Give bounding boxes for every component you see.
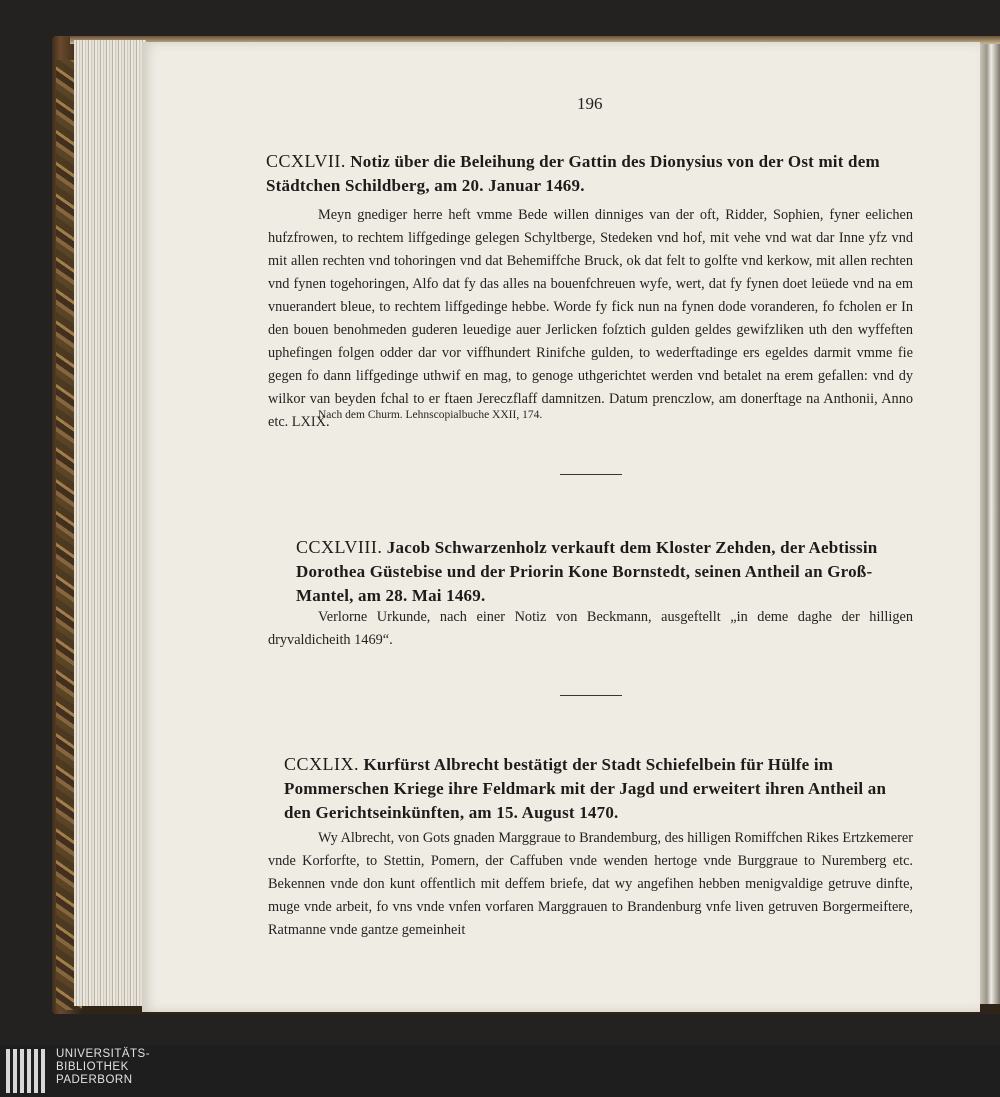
section-title: Kurfürst Albrecht bestätigt der Stadt Schiefelbein für Hülfe im Pommerschen Kriege ihre Feldmark mit der Jagd und erweitert ihren Antheil an den Gerichtseinkünften, am 15. August 1470. — [284, 755, 887, 822]
library-name-line3: PADERBORN — [56, 1074, 133, 1086]
section-number: CCXLVII. — [266, 151, 346, 171]
library-name-line2: BIBLIOTHEK — [56, 1061, 129, 1073]
library-name-line1: UNIVERSITÄTS- — [56, 1048, 151, 1060]
section-text: Verlorne Urkunde, nach einer Notiz von Beckmann, ausgeftellt „in deme daghe der hilligen dryvaldicheith 1469“. — [268, 609, 913, 648]
page-right-edge — [978, 44, 1000, 1004]
page-stack — [74, 40, 146, 1006]
library-name — [56, 1048, 150, 1087]
section-body-2 — [268, 606, 913, 652]
section-text: Wy Albrecht, von Gots gnaden Marggraue to Brandemburg, des hilligen Romiffchen Rikes Ertzkemerer vnde Korforfte, to Stettin, Pomern, der Caffuben vnde wenden hertoge vnde Burggraue to Nuremberg etc. Bekennen vnde don kunt offentlich mit deffem briefe, dat wy angefihen hebben menigvaldige getruve dinfte, muge vnde arbeit, fo vns vnde vnfen vorfaren Marggrauen to Brandenburg vnfe liven getruven Borgermeiftere, Ratmanne vnde gantze gemeinheit — [268, 830, 913, 938]
section-divider — [560, 695, 622, 696]
section-title: Notiz über die Beleihung der Gattin des Dionysius von der Ost mit dem Städtchen Schildberg, am 20. Januar 1469. — [266, 152, 880, 195]
section-number: CCXLIX. — [284, 754, 359, 774]
section-divider — [560, 474, 622, 475]
section-heading-3 — [284, 752, 904, 825]
section-text: Meyn gnediger herre heft vmme Bede willen dinniges van der oft, Ridder, Sophien, fyner eelichen hufzfrowen, to rechtem liffgedinge gelegen Schyltberge, Stedeken vnd hof, mit vehe vnd wat dar Inne yfz vnd mit allen rechten vnd tohoringen vnd dat Behemiffche Bruck, ok dat felt to golfte vnd kerkow, mit allen rechten vnd fynen togehoringen, Alfo dat fy das alles na bouenfchreuen wyfe, wert, dat fy fynen doet leüede vnd na em vnuerandert bleue, to rechtem liffgedinge hebbe. Worde fy fick nun na fynen dode voranderen, fo fcholen er In den bouen benohmeden guderen leuedige auer Jerlicken foſztich gulden geldes gewifzliken uth den wyffeften uphefingen folgen odder dar vor viffhundert Rinifche gulden, to wederftadinge ers egeldes darmit vmme fie gegen fo dann liffgedinge uthwif en mag, to genoge uthgerichtet werden vnd betalet na erem gefallen: vnd dy wilkor van beyden fchal to er ftaen Jereczflaff damnitzen. Datum prenczlow, am donerftage na Anthonii, Anno etc. LXIX. — [268, 207, 913, 430]
section-title: Jacob Schwarzenholz verkauft dem Kloster Zehden, der Aebtissin Dorothea Güstebise und der Priorin Kone Bornstedt, seinen Antheil an Groß-Mantel, am 28. Mai 1469. — [296, 538, 878, 605]
source-note: Nach dem Churm. Lehnscopialbuche XXII, 174. — [318, 409, 543, 421]
page-number: 196 — [577, 94, 603, 113]
library-logo-icon — [6, 1049, 52, 1093]
section-body-1 — [268, 204, 913, 434]
section-heading-2 — [296, 535, 896, 608]
section-body-3 — [268, 827, 913, 942]
section-number: CCXLVIII. — [296, 537, 383, 557]
section-heading-1 — [266, 149, 926, 198]
